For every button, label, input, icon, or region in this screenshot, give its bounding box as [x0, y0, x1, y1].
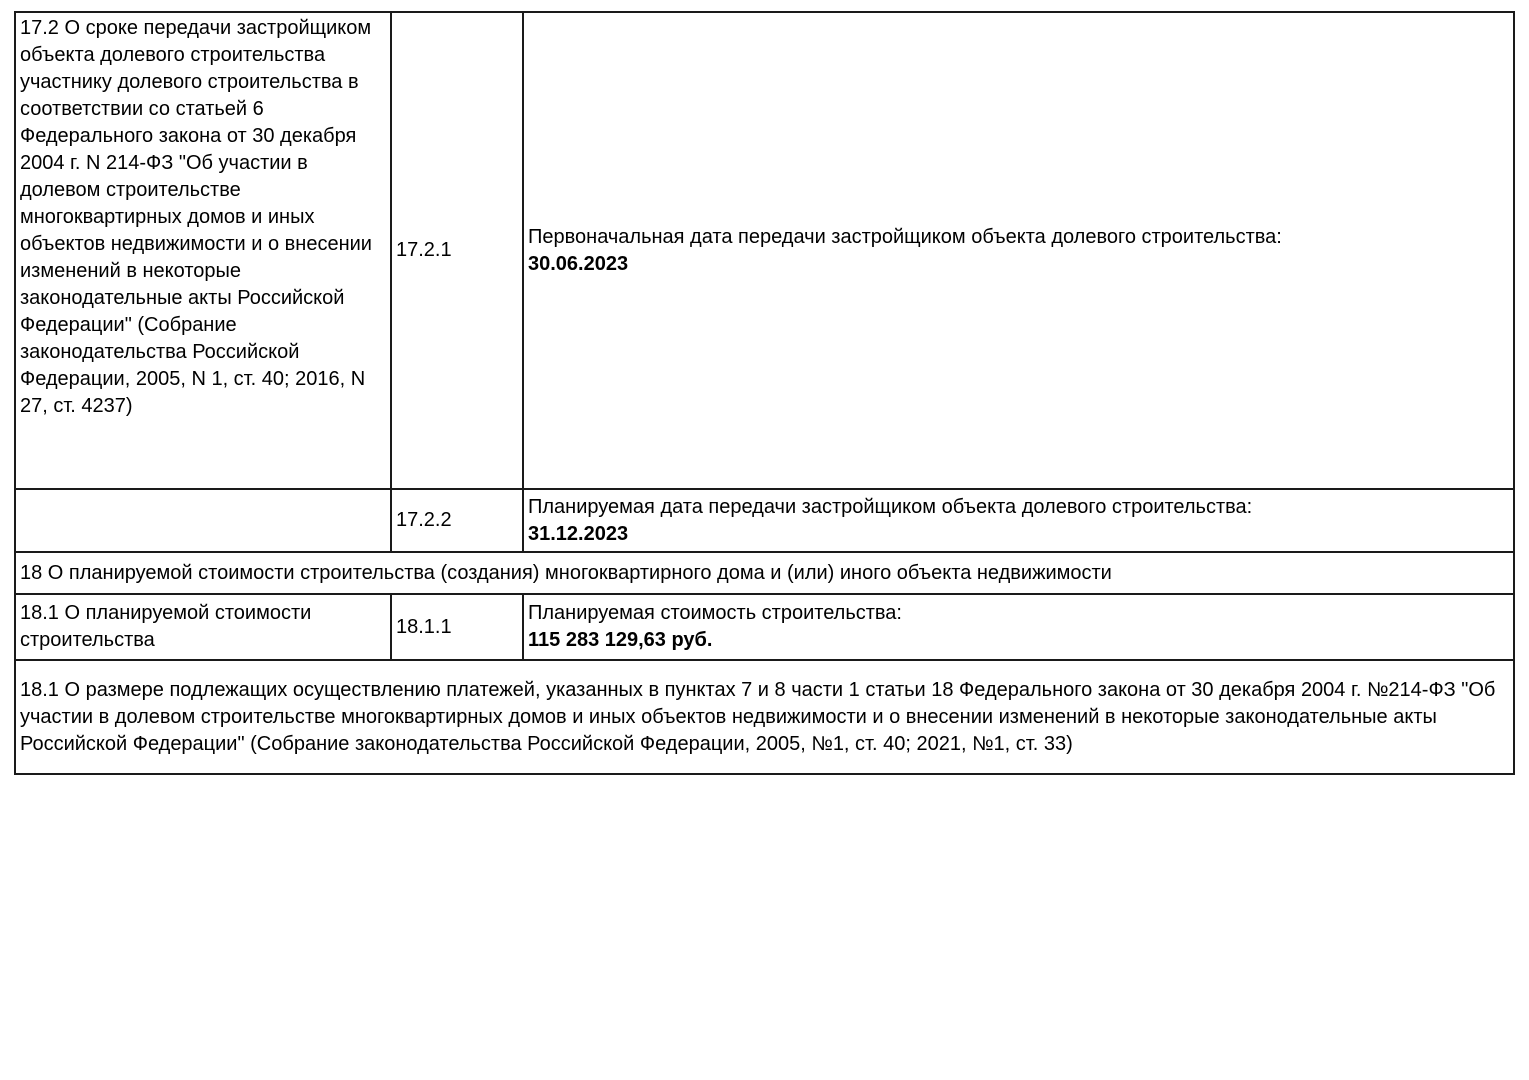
row-18-1 [15, 594, 1514, 660]
row-17-2-2 [15, 489, 1514, 552]
field-18-1-1-value: 115 283 129,63 руб. [528, 629, 713, 651]
field-17-2-2-value: 31.12.2023 [528, 522, 629, 545]
item-number-18-1-1: 18.1.1 [391, 594, 523, 660]
item-number-17-2-2: 17.2.2 [391, 489, 523, 552]
field-18-1-1-label: Планируемая стоимость строительства: [528, 602, 902, 624]
field-17-2-2-label: Планируемая дата передачи застройщиком объекта долевого строительства: [528, 495, 1253, 518]
section-18-1-note-row [15, 660, 1514, 774]
section-18-1-description: 18.1 О планируемой стоимости строительства [15, 594, 391, 660]
field-18-1-1 [523, 594, 1514, 660]
declaration-table [14, 11, 1515, 775]
section-17-2-description-empty [15, 489, 391, 552]
section-18-header: 18 О планируемой стоимости строительства (создания) многоквартирного дома и (или) иного объекта недвижимости [15, 552, 1514, 594]
section-18-1-note: 18.1 О размере подлежащих осуществлению платежей, указанных в пунктах 7 и 8 части 1 статьи 18 Федерального закона от 30 декабря 2004 г. №214-ФЗ "Об участии в долевом строительстве многоквартирных домов и иных объектов недвижимости и о внесении изменений в некоторые законодательные акты Российской Федерации" (Собрание законодательства Российской Федерации, 2005, №1, ст. 40; 2021, №1, ст. 33) [15, 660, 1514, 774]
field-17-2-1 [523, 12, 1514, 489]
field-17-2-2 [523, 489, 1514, 552]
section-17-2-description: 17.2 О сроке передачи застройщиком объекта долевого строительства участнику долевого строительства в соответствии со статьей 6 Федерального закона от 30 декабря 2004 г. N 214-ФЗ "Об участии в долевом строительстве многоквартирных домов и иных объектов недвижимости и о внесении изменений в некоторые законодательные акты Российской Федерации" (Собрание законодательства Российской Федерации, 2005, N 1, ст. 40; 2016, N 27, ст. 4237) [15, 12, 391, 489]
field-17-2-1-label: Первоначальная дата передачи застройщиком объекта долевого строительства: [528, 225, 1282, 248]
section-18-header-row [15, 552, 1514, 594]
field-17-2-1-value: 30.06.2023 [528, 252, 629, 275]
item-number-17-2-1: 17.2.1 [391, 12, 523, 489]
row-17-2 [15, 12, 1514, 489]
